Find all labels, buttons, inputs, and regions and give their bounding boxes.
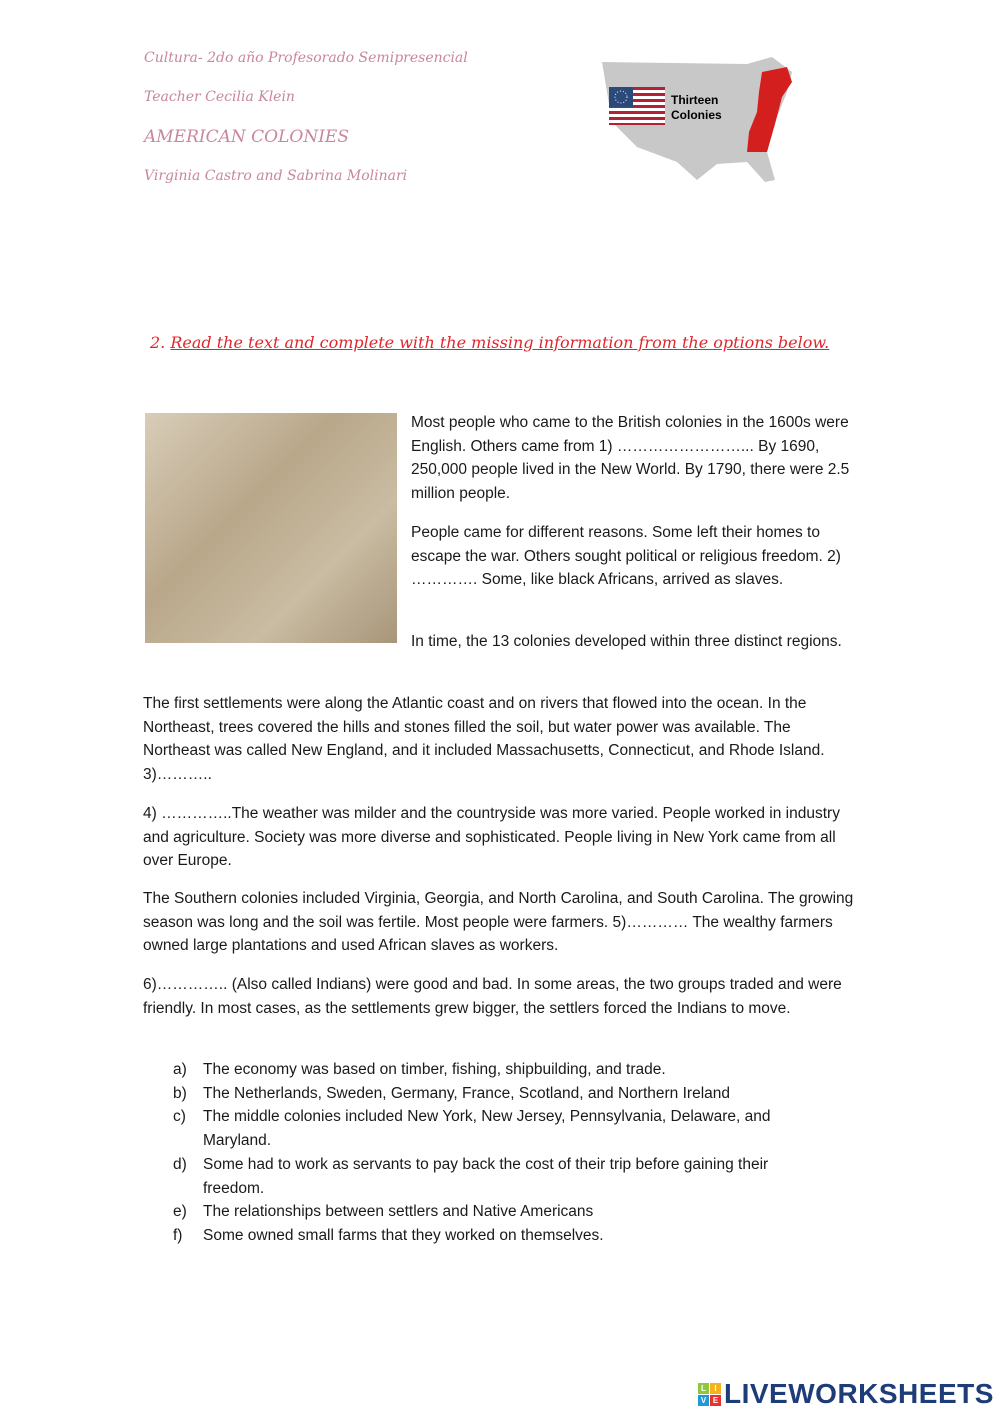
settlers-and-native-americans-illustration xyxy=(145,413,397,643)
paragraph: 6)………….. (Also called Indians) were good and bad. In some areas, the two groups traded and were friendly. In most cases, as the settlements grew bigger, the settlers forced the Indians to move. xyxy=(143,976,842,1017)
authors-line: Virginia Castro and Sabrina Molinari xyxy=(144,168,408,184)
options-list xyxy=(173,1058,833,1248)
option-letter: f) xyxy=(173,1226,183,1244)
option-letter: e) xyxy=(173,1203,187,1221)
option-letter: b) xyxy=(173,1084,187,1102)
option-text: The economy was based on timber, fishing, shipbuilding, and trade. xyxy=(203,1061,666,1078)
course-line: Cultura- 2do año Profesorado Semipresencial xyxy=(144,50,468,66)
logo-text: LIVEWORKSHEETS xyxy=(724,1378,994,1409)
option-text: The Netherlands, Sweden, Germany, France, Scotland, and Northern Ireland xyxy=(203,1084,730,1102)
option-letter: d) xyxy=(173,1155,187,1173)
option-item xyxy=(173,1200,833,1224)
option-letter: a) xyxy=(173,1061,187,1078)
paragraph: Most people who came to the British colonies in the 1600s were English. Others came from 1) ……………………... By 1690, 250,000 people lived in the New World. By 1790, there were 2.5 million people. xyxy=(411,414,850,503)
option-item xyxy=(173,1153,833,1200)
option-item xyxy=(173,1105,833,1152)
teacher-line: Teacher Cecilia Klein xyxy=(144,89,295,105)
option-item xyxy=(173,1082,833,1106)
logo-icon: L I V E xyxy=(698,1383,721,1406)
paragraph: 4) …………..The weather was milder and the countryside was more varied. People worked in industry and agriculture. Society was more diverse and sophisticated. People living in New York came from all over Europe. xyxy=(143,805,840,870)
instruction-text: Read the text and complete with the missing information from the options below. xyxy=(170,333,830,352)
thirteen-colonies-map xyxy=(597,52,800,184)
map-label: Colonies xyxy=(671,108,722,122)
paragraph: The first settlements were along the Atlantic coast and on rivers that flowed into the ocean. In the Northeast, trees covered the hills and stones filled the soil, but water power was available. The Northeast was called New England, and it included Massachusetts, Connecticut, and Rhode Island. 3)……….. xyxy=(143,695,825,784)
option-text: The middle colonies included New York, New Jersey, Pennsylvania, Delaware, and Maryland. xyxy=(203,1108,771,1150)
map-label: Thirteen xyxy=(671,93,719,107)
option-item xyxy=(173,1058,833,1082)
paragraph: People came for different reasons. Some left their homes to escape the war. Others sought political or religious freedom. 2) …………. Some, like black Africans, arrived as slaves. xyxy=(411,524,841,589)
paragraph: In time, the 13 colonies developed within three distinct regions. xyxy=(411,633,842,650)
instruction-number: 2. xyxy=(150,333,166,352)
worksheet-title: AMERICAN COLONIES xyxy=(144,127,349,147)
option-text: The relationships between settlers and Native Americans xyxy=(203,1203,594,1221)
option-item xyxy=(173,1224,833,1248)
option-text: Some owned small farms that they worked on themselves. xyxy=(203,1226,604,1244)
option-text: Some had to work as servants to pay back the cost of their trip before gaining their freedom. xyxy=(203,1155,769,1197)
instruction xyxy=(150,333,829,352)
option-letter: c) xyxy=(173,1108,186,1126)
liveworksheets-logo[interactable] xyxy=(698,1378,994,1410)
paragraph: The Southern colonies included Virginia, Georgia, and North Carolina, and South Carolina. The growing season was long and the soil was fertile. Most people were farmers. 5)………… The wealthy farmers owned large plantations and used African slaves as workers. xyxy=(143,890,854,955)
